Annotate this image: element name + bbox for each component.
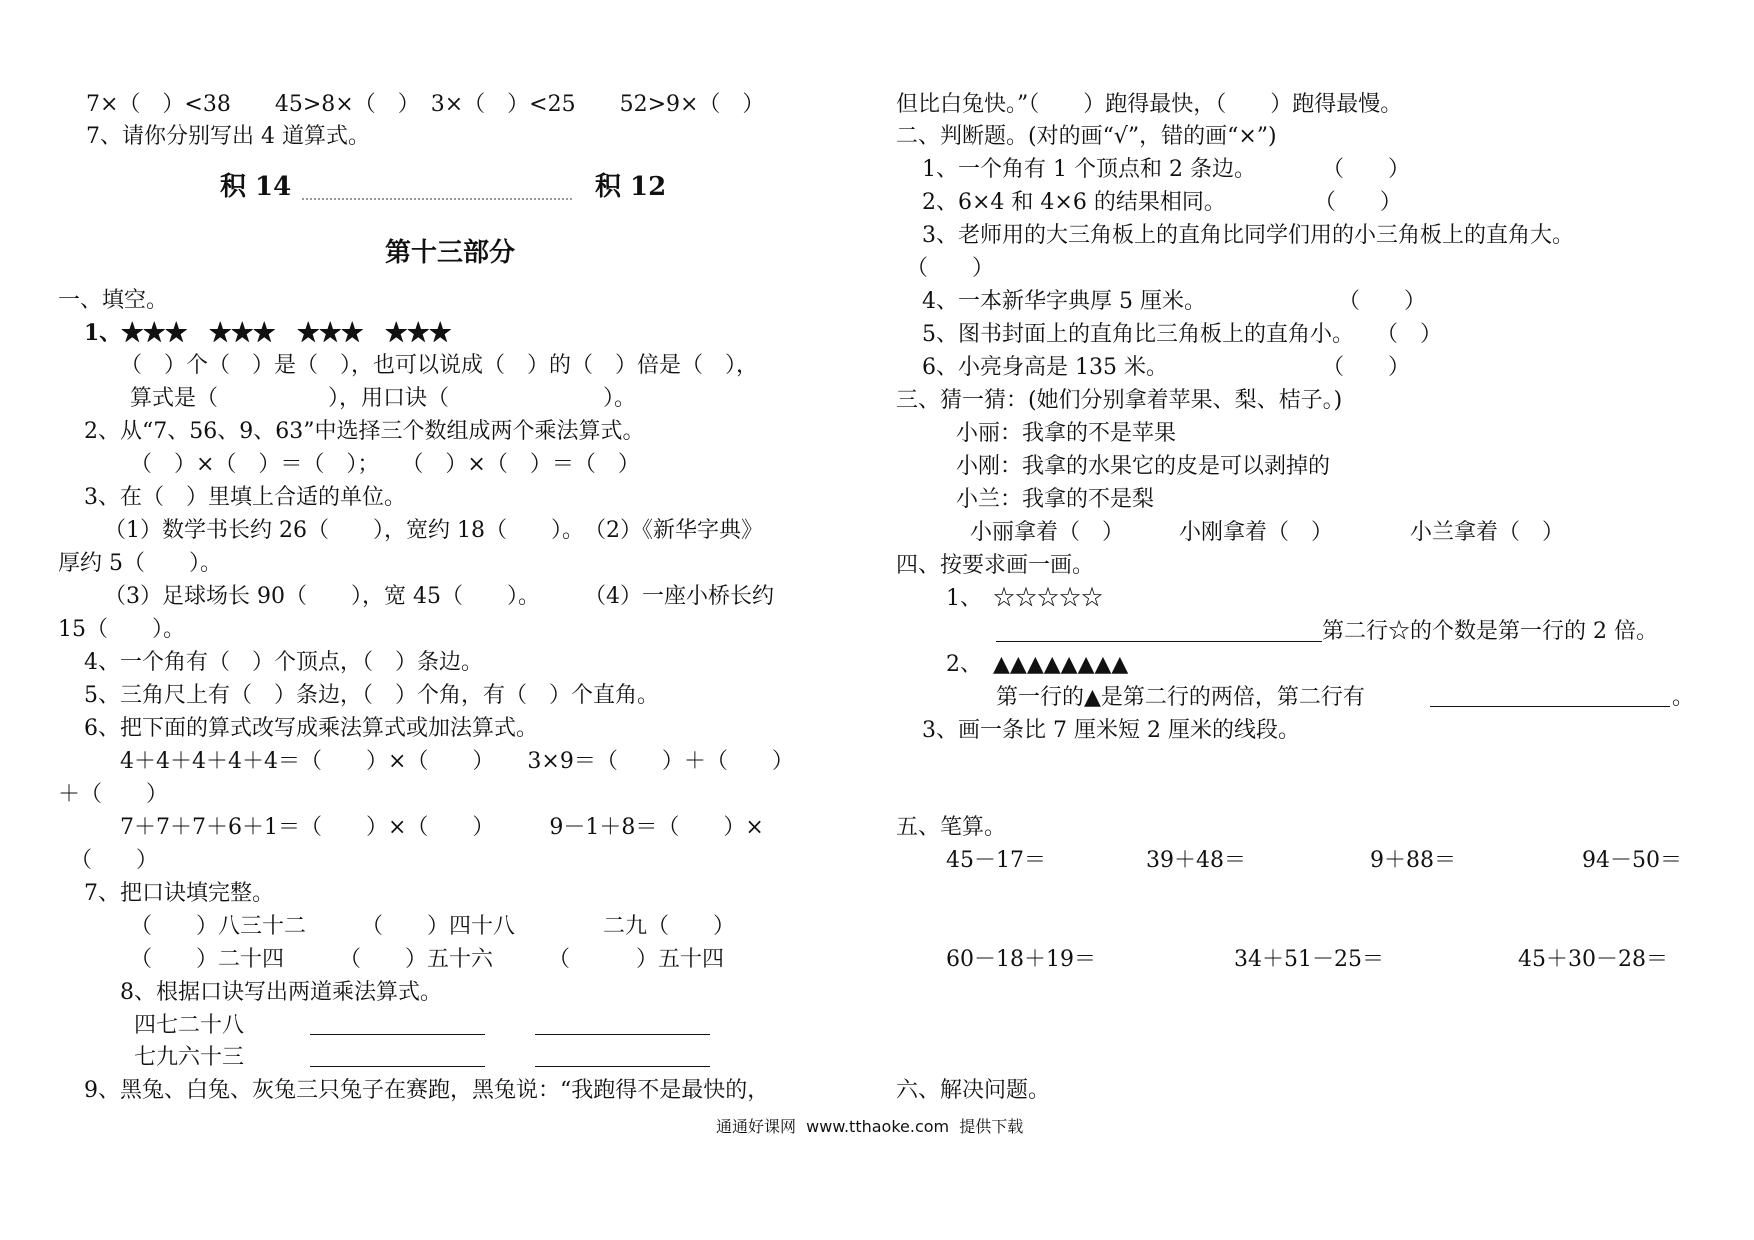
guess-clue-2: 小刚：我拿的水果它的皮是可以剥掉的: [956, 454, 1331, 479]
question-8: 8、根据口诀写出两道乘法算式。: [120, 980, 442, 1005]
draw-3: 3、画一条比 7 厘米短 2 厘米的线段。: [922, 718, 1300, 743]
section-title: 第十三部分: [385, 238, 516, 268]
footer-credit: 通通好课网 www.tthaoke.com 提供下载: [716, 1117, 1024, 1136]
judge-1: 1、一个角有 1 个顶点和 2 条边。 （ ）: [922, 157, 1410, 182]
question-8-mnemonic-a: 四七二十八: [134, 1013, 245, 1038]
judge-3: 3、老师用的大三角板上的直角比同学们用的小三角板上的直角大。: [922, 223, 1574, 248]
question-1-formula: 算式是（ ），用口诀（ ）。: [130, 386, 637, 411]
question-4: 4、一个角有（ ）个顶点，（ ）条边。: [84, 650, 483, 675]
question-6-line-b-cont: （ ）: [70, 848, 159, 873]
draw-1-instruction: 第二行☆的个数是第一行的 2 倍。: [1322, 619, 1658, 644]
question-8-mnemonic-b: 七九六十三: [134, 1045, 245, 1070]
section-2-heading: 二、判断题。(对的画“√”，错的画“×”): [896, 124, 1277, 149]
product-12-label: 积 12: [595, 172, 667, 202]
answer-blank: [535, 1034, 710, 1035]
question-6: 6、把下面的算式改写成乘法算式或加法算式。: [84, 716, 538, 741]
product-14-label: 积 14: [220, 172, 292, 202]
comparison-line: 7×（ ）<38 45>8×（ ） 3×（ ）<25 52>9×（ ）: [86, 92, 765, 117]
draw-2-instruction: 第一行的▲是第二行的两倍，第二行有: [996, 685, 1365, 710]
calc-4: 94－50＝: [1582, 848, 1682, 873]
section-3-heading: 三、猜一猜：(她们分别拿着苹果、梨、桔子。): [896, 388, 1343, 413]
draw-2-period: 。: [1672, 685, 1695, 710]
judge-6: 6、小亮身高是 135 米。 （ ）: [922, 355, 1410, 380]
calc-1: 45－17＝: [946, 848, 1046, 873]
draw-1-stars: 1、 ☆☆☆☆☆: [946, 586, 1103, 611]
draw-1-blank: [996, 641, 1322, 642]
calc-3: 9＋88＝: [1370, 848, 1456, 873]
answer-blank: [535, 1066, 710, 1067]
calc-6: 34＋51－25＝: [1234, 947, 1384, 972]
question-3-part-b-cont: 15（ ）。: [58, 617, 185, 642]
question-5: 5、三角尺上有（ ）条边，（ ）个角，有（ ）个直角。: [84, 683, 659, 708]
question-3-part-a: （1）数学书长约 26（ ），宽约 18（ ）。 （2）《新华字典》: [104, 518, 763, 543]
question-6-line-b: 7＋7＋7＋6＋1＝（ ）×（ ） 9－1＋8＝（ ）×: [120, 815, 764, 840]
question-3-part-a-cont: 厚约 5（ ）。: [58, 551, 222, 576]
question-6-line-a-cont: ＋（ ）: [58, 782, 169, 807]
judge-3-cont: （ ）: [906, 256, 995, 281]
section-6-heading: 六、解决问题。: [896, 1078, 1051, 1103]
calc-5: 60－18＋19＝: [946, 947, 1096, 972]
question-9-cont: 但比白兔快。”（ ）跑得最快，（ ）跑得最慢。: [896, 92, 1403, 117]
question-7-line-b: （ ）二十四 （ ）五十六 （ ）五十四: [130, 947, 725, 972]
question-1-blanks: （ ）个（ ）是（ ），也可以说成（ ）的（ ）倍是（ ），: [120, 353, 759, 378]
question-2-blanks: （ ）×（ ）＝（ ）； （ ）×（ ）＝（ ）: [130, 452, 640, 477]
question-3: 3、在（ ）里填上合适的单位。: [84, 485, 406, 510]
answer-blank: [310, 1066, 485, 1067]
guess-answers: 小丽拿着（ ） 小刚拿着（ ） 小兰拿着（ ）: [970, 520, 1565, 545]
calc-2: 39＋48＝: [1146, 848, 1246, 873]
dotted-separator: [302, 198, 572, 200]
question-1-stars: 1、★★★ ★★★ ★★★ ★★★: [84, 320, 452, 346]
question-7-line-a: （ ）八三十二 （ ）四十八 二九（ ）: [130, 914, 736, 939]
guess-clue-1: 小丽：我拿的不是苹果: [956, 421, 1177, 446]
question-9: 9、黑兔、白兔、灰兔三只兔子在赛跑，黑兔说：“我跑得不是最快的，: [84, 1078, 770, 1103]
section-5-heading: 五、笔算。: [896, 815, 1007, 840]
answer-blank: [310, 1034, 485, 1035]
section-4-heading: 四、按要求画一画。: [896, 553, 1095, 578]
question-7-write-formulas: 7、请你分别写出 4 道算式。: [86, 124, 370, 149]
question-7-mnemonic: 7、把口诀填完整。: [84, 881, 274, 906]
judge-2: 2、6×4 和 4×6 的结果相同。 （ ）: [922, 190, 1402, 215]
calc-7: 45＋30－28＝: [1518, 947, 1668, 972]
question-2: 2、从“7、56、9、63”中选择三个数组成两个乘法算式。: [84, 419, 645, 444]
draw-2-triangles: 2、 ▲▲▲▲▲▲▲▲: [946, 652, 1129, 677]
section-1-heading: 一、填空。: [58, 288, 169, 313]
guess-clue-3: 小兰：我拿的不是梨: [956, 487, 1155, 512]
judge-4: 4、一本新华字典厚 5 厘米。 （ ）: [922, 289, 1426, 314]
question-3-part-b: （3）足球场长 90（ ），宽 45（ ）。 （4）一座小桥长约: [104, 584, 774, 609]
draw-2-blank: [1430, 706, 1670, 707]
question-6-line-a: 4＋4＋4＋4＋4＝（ ）×（ ） 3×9＝（ ）＋（ ）: [120, 749, 794, 774]
judge-5: 5、图书封面上的直角比三角板上的直角小。 （ ）: [922, 322, 1442, 347]
